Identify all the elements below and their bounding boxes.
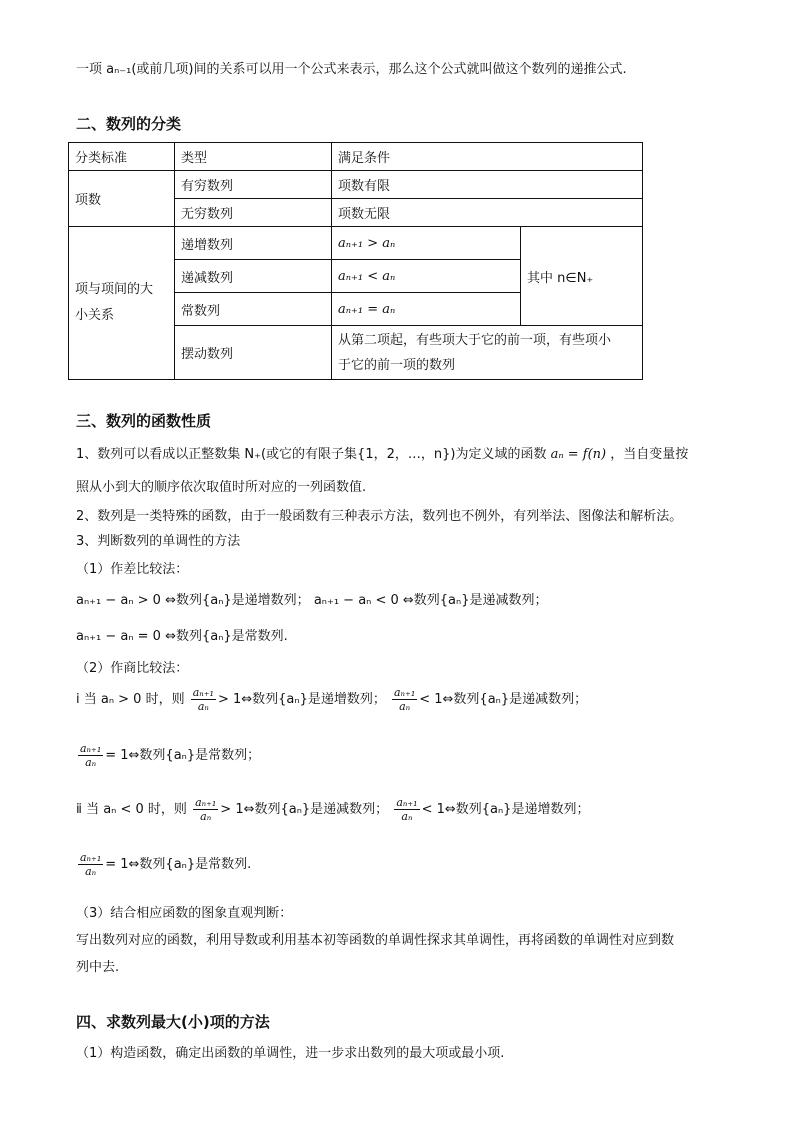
- method-1-title: （1）作差比较法：: [76, 562, 189, 577]
- sec3-p1-line2: 照从小到大的顺序依次取值时所对应的一列函数值.: [76, 480, 367, 495]
- frac-num: aₙ₊₁: [80, 851, 102, 864]
- header-condition: 满足条件: [332, 143, 643, 171]
- n-note: 其中 n∈N₊: [521, 227, 643, 326]
- frac-den: aₙ: [85, 756, 97, 769]
- case-1-eq: = 1⇔数列{aₙ}是常数列；: [105, 748, 261, 763]
- type-increasing: 递增数列: [175, 227, 332, 260]
- sec3-p1-text: 1、数列可以看成以正整数集 N₊(或它的有限子集{1，2，…，n})为定义域的函数: [76, 447, 547, 462]
- method-2-title: （2）作商比较法：: [76, 661, 189, 676]
- frac-den: aₙ: [197, 700, 209, 713]
- ratio-fraction: [78, 851, 103, 878]
- ratio-fraction: [392, 686, 417, 713]
- method-3-title: （3）结合相应函数的图象直观判断：: [76, 906, 293, 921]
- frac-num: aₙ₊₁: [192, 686, 214, 699]
- diff-zero: aₙ₊₁ − aₙ = 0 ⇔数列{aₙ}是常数列.: [76, 629, 288, 644]
- method-3-line2: 列中去.: [76, 960, 120, 975]
- sec3-p3: 3、判断数列的单调性的方法: [76, 534, 241, 549]
- case-1-label: ⅰ 当 aₙ > 0 时，则: [76, 692, 185, 707]
- case-2-lt: < 1⇔数列{aₙ}是递增数列；: [421, 802, 590, 817]
- cond-constant: aₙ₊₁ = aₙ: [332, 293, 521, 326]
- cond-oscillating-line1: 从第二项起，有些项大于它的前一项，有些项小: [338, 332, 612, 348]
- case-2-gt: > 1⇔数列{aₙ}是递减数列；: [220, 802, 389, 817]
- ratio-fraction: [193, 796, 218, 823]
- group-relation-line2: 小关系: [75, 308, 115, 323]
- frac-num: aₙ₊₁: [396, 796, 418, 809]
- frac-num: aₙ₊₁: [80, 742, 102, 755]
- header-type: 类型: [175, 143, 332, 171]
- quotient-case-1: [76, 686, 587, 713]
- section-3-title: 三、数列的函数性质: [76, 412, 212, 430]
- sec4-p1: （1）构造函数，确定出函数的单调性，进一步求出数列的最大项或最小项.: [76, 1046, 505, 1061]
- method-3-line1: 写出数列对应的函数，利用导数或利用基本初等函数的单调性探求其单调性，再将函数的单调性对应到数: [76, 933, 675, 948]
- case-1-gt: > 1⇔数列{aₙ}是递增数列；: [217, 692, 386, 707]
- cond-oscillating-line2: 于它的前一项的数列: [338, 357, 456, 373]
- quotient-case-1-eq: [76, 742, 260, 769]
- sec3-p1-tail: ，当自变量按: [610, 447, 689, 462]
- ratio-fraction: [191, 686, 216, 713]
- group-count: 项数: [69, 171, 175, 227]
- section-2-title: 二、数列的分类: [76, 115, 182, 133]
- header-standard: 分类标准: [69, 143, 175, 171]
- frac-num: aₙ₊₁: [394, 686, 416, 699]
- section-4-title: 四、求数列最大(小)项的方法: [76, 1013, 270, 1031]
- case-2-eq: = 1⇔数列{aₙ}是常数列.: [105, 857, 252, 872]
- group-relation: [69, 227, 175, 380]
- cond-finite: 项数有限: [332, 171, 643, 199]
- frac-den: aₙ: [401, 810, 413, 823]
- type-finite: 有穷数列: [175, 171, 332, 199]
- case-2-label: ⅱ 当 aₙ < 0 时，则: [76, 802, 187, 817]
- quotient-case-2-eq: [76, 851, 251, 878]
- cond-increasing: aₙ₊₁ > aₙ: [332, 227, 521, 260]
- frac-den: aₙ: [85, 865, 97, 878]
- cond-infinite: 项数无限: [332, 199, 643, 227]
- classification-table: [68, 142, 643, 380]
- function-formula: aₙ = f(n): [550, 447, 607, 462]
- ratio-fraction: [394, 796, 419, 823]
- diff-negative: aₙ₊₁ − aₙ < 0 ⇔数列{aₙ}是递减数列；: [313, 593, 548, 608]
- type-decreasing: 递减数列: [175, 260, 332, 293]
- frac-num: aₙ₊₁: [195, 796, 217, 809]
- sec3-p2: 2、数列是一类特殊的函数，由于一般函数有三种表示方法，数列也不例外，有列举法、图像法和解析法。: [76, 509, 683, 524]
- frac-den: aₙ: [399, 700, 411, 713]
- method-1-line1: [76, 589, 547, 608]
- group-relation-line1: 项与项间的大: [75, 282, 154, 297]
- frac-den: aₙ: [200, 810, 212, 823]
- type-oscillating: 摆动数列: [175, 326, 332, 380]
- diff-positive: aₙ₊₁ − aₙ > 0 ⇔数列{aₙ}是递增数列；: [76, 593, 310, 608]
- quotient-case-2: [76, 796, 589, 823]
- case-1-lt: < 1⇔数列{aₙ}是递减数列；: [419, 692, 588, 707]
- cond-oscillating: [332, 326, 643, 380]
- sec3-p1-line1: [76, 443, 688, 462]
- type-constant: 常数列: [175, 293, 332, 326]
- type-infinite: 无穷数列: [175, 199, 332, 227]
- cond-decreasing: aₙ₊₁ < aₙ: [332, 260, 521, 293]
- ratio-fraction: [78, 742, 103, 769]
- intro-text: 一项 aₙ₋₁(或前几项)间的关系可以用一个公式来表示，那么这个公式就叫做这个数列的递推公式.: [76, 62, 627, 77]
